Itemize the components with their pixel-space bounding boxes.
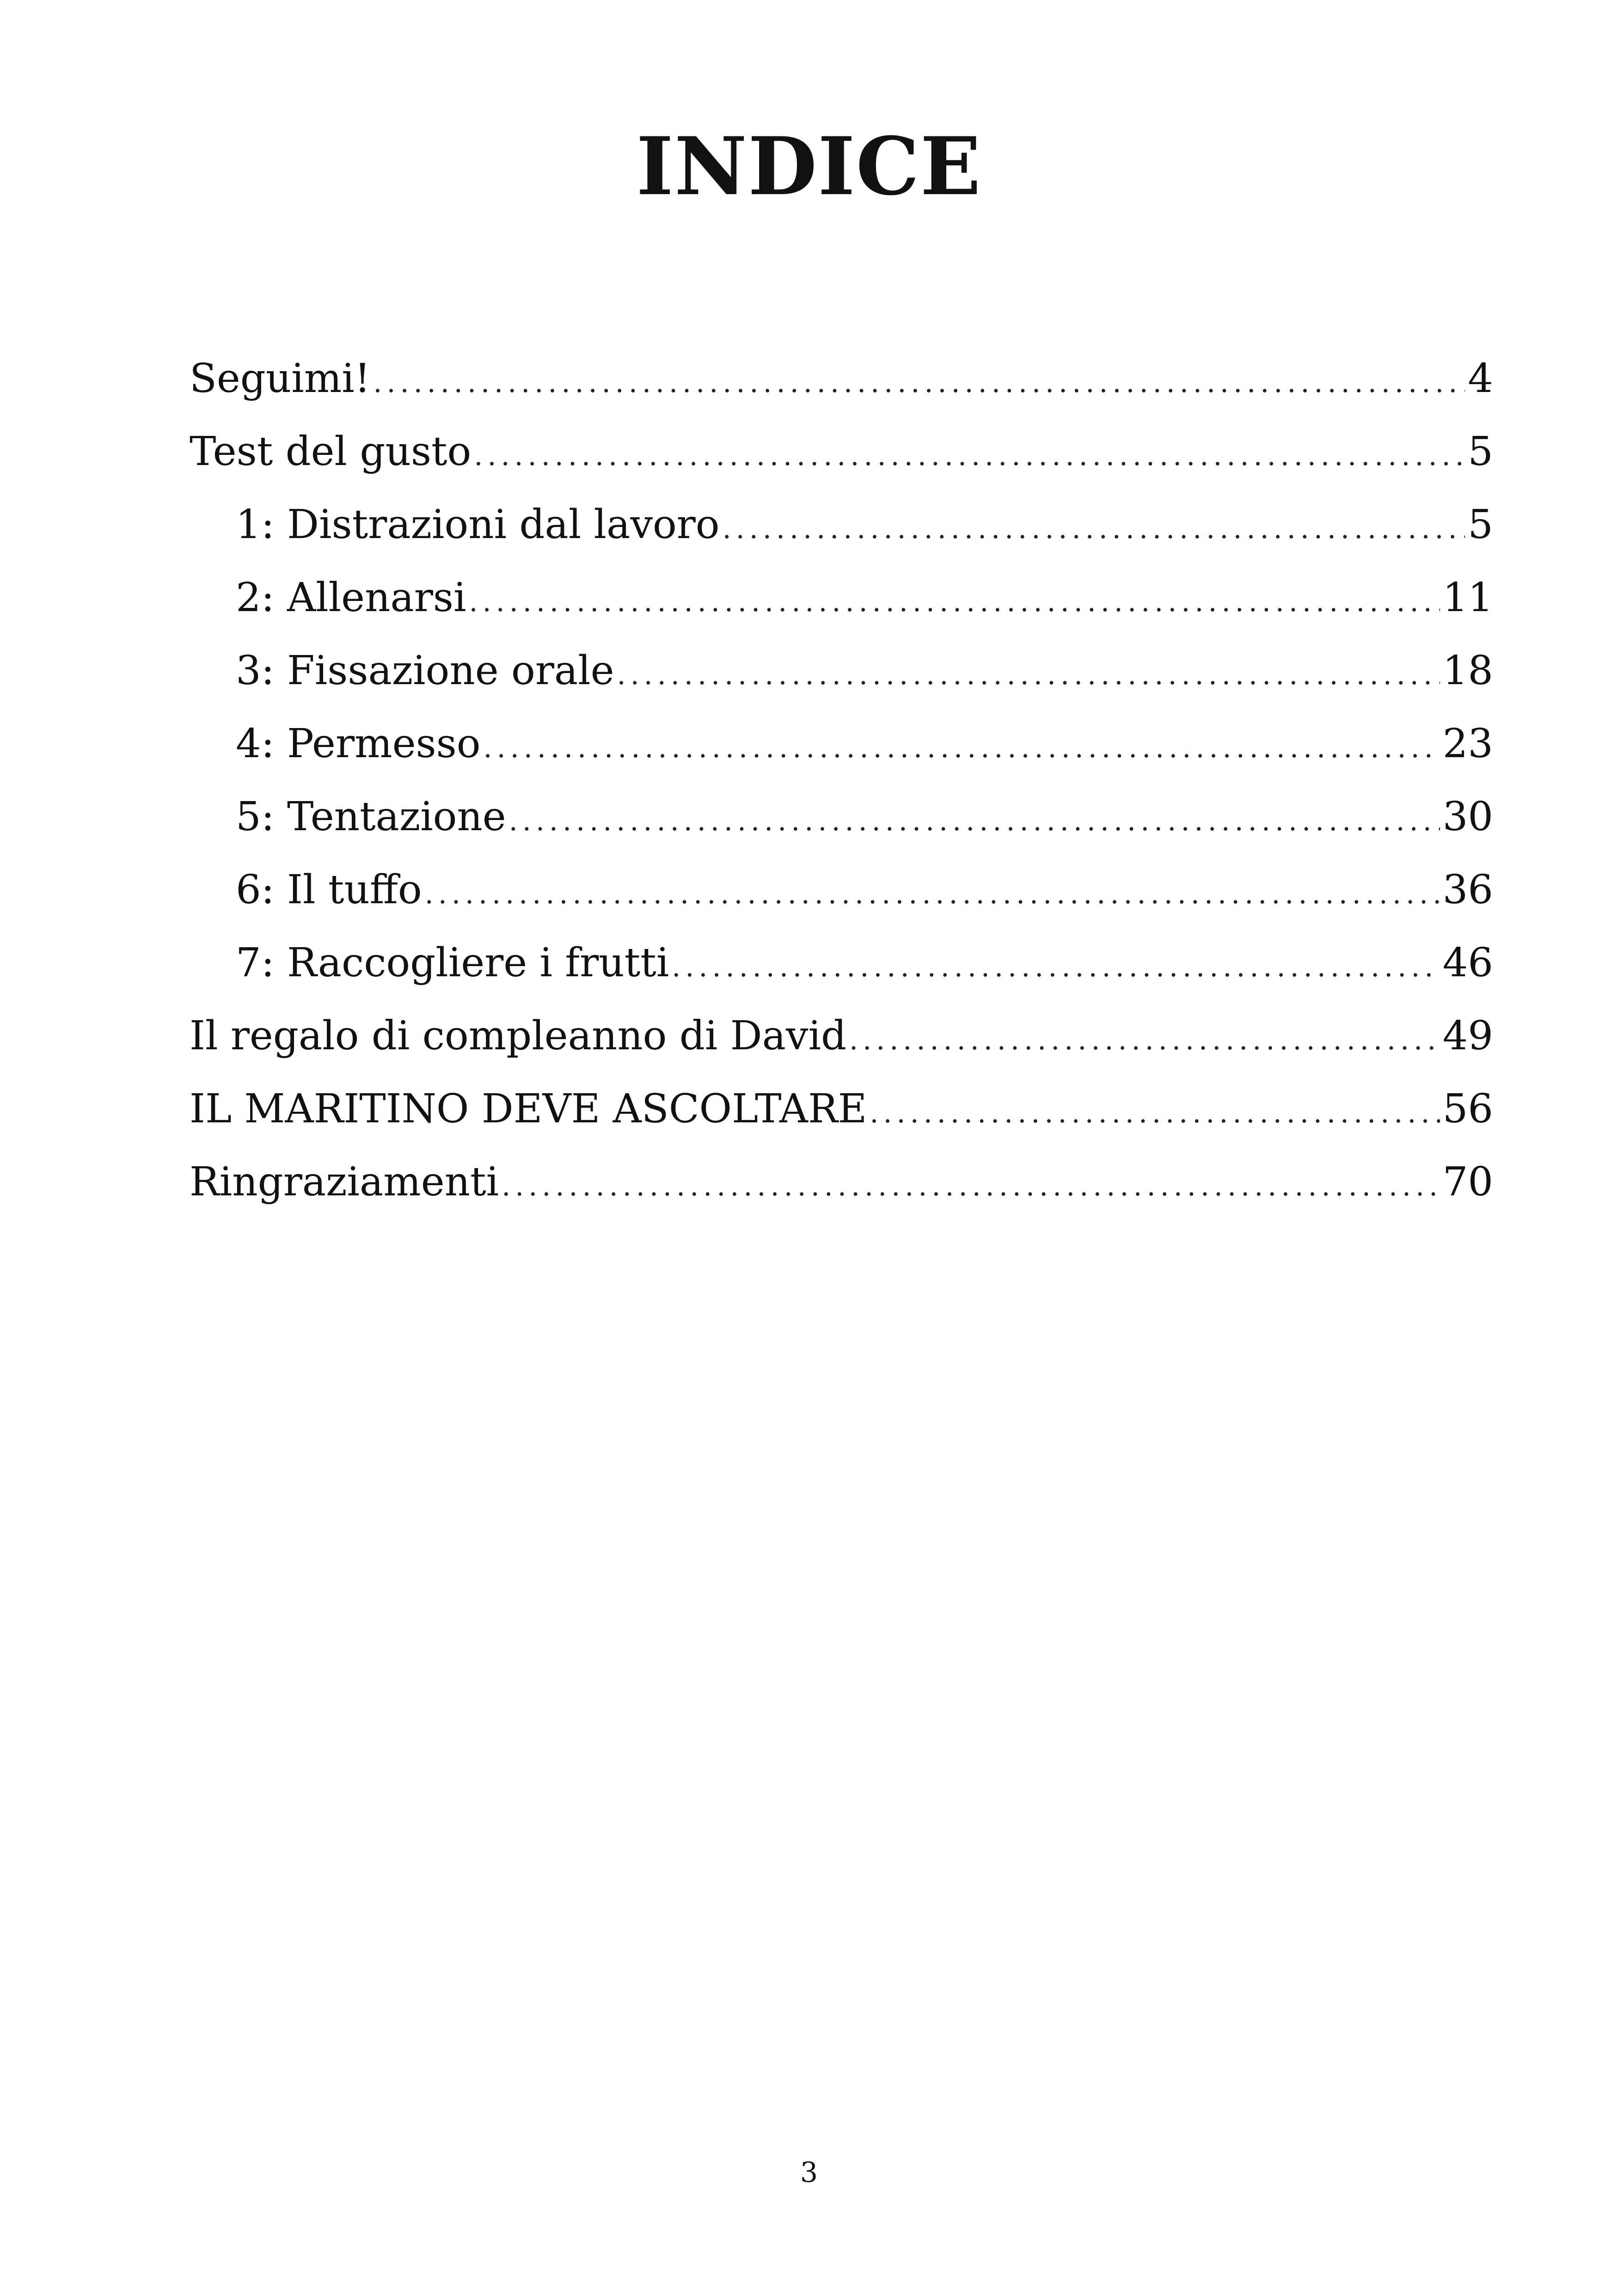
toc-entry-ringraziamenti[interactable] <box>190 1145 1493 1218</box>
toc-entry-page: 70 <box>1442 1159 1493 1205</box>
page-number: 3 <box>800 2156 818 2189</box>
toc-entry-permesso[interactable] <box>190 707 1493 780</box>
toc-entry-label: Il regalo di compleanno di David <box>190 1013 847 1059</box>
toc-entry-maritino-deve-ascoltare[interactable] <box>190 1072 1493 1145</box>
toc-entry-label: 3: Fissazione orale <box>236 648 614 694</box>
toc-entry-seguimi[interactable] <box>190 342 1493 415</box>
toc-leader-dots <box>509 784 1440 853</box>
toc-leader-dots <box>849 1004 1440 1072</box>
toc-entry-distrazioni-dal-lavoro[interactable] <box>190 488 1493 561</box>
toc-entry-label: 2: Allenarsi <box>236 575 466 621</box>
toc-entry-page: 49 <box>1442 1013 1493 1059</box>
table-of-contents <box>190 342 1493 1218</box>
toc-entry-label: Ringraziamenti <box>190 1159 499 1205</box>
toc-entry-label: 1: Distrazioni dal lavoro <box>236 502 720 548</box>
toc-entry-label: 4: Permesso <box>236 721 481 767</box>
toc-entry-label: Seguimi! <box>190 355 371 402</box>
toc-leader-dots <box>870 1077 1440 1145</box>
toc-entry-page: 36 <box>1442 867 1493 913</box>
toc-leader-dots <box>723 492 1465 561</box>
toc-leader-dots <box>617 638 1440 707</box>
toc-entry-test-del-gusto[interactable] <box>190 415 1493 488</box>
toc-leader-dots <box>672 931 1440 999</box>
toc-entry-label: IL MARITINO DEVE ASCOLTARE <box>190 1086 867 1132</box>
toc-leader-dots <box>502 1150 1440 1218</box>
toc-leader-dots <box>484 711 1440 780</box>
toc-entry-label: 5: Tentazione <box>236 794 506 840</box>
toc-entry-page: 56 <box>1442 1086 1493 1132</box>
toc-entry-page: 4 <box>1468 355 1493 402</box>
toc-entry-page: 5 <box>1468 502 1493 548</box>
toc-entry-label: 7: Raccogliere i frutti <box>236 940 669 986</box>
toc-leader-dots <box>373 346 1465 415</box>
toc-leader-dots <box>469 565 1440 634</box>
toc-entry-tentazione[interactable] <box>190 780 1493 853</box>
toc-entry-page: 11 <box>1442 575 1493 621</box>
toc-entry-label: Test del gusto <box>190 429 472 475</box>
toc-leader-dots <box>474 419 1465 488</box>
toc-entry-page: 30 <box>1442 794 1493 840</box>
toc-entry-page: 46 <box>1442 940 1493 986</box>
toc-entry-raccogliere-i-frutti[interactable] <box>190 926 1493 999</box>
toc-entry-allenarsi[interactable] <box>190 561 1493 634</box>
toc-entry-page: 5 <box>1468 429 1493 475</box>
toc-entry-regalo-di-compleanno[interactable] <box>190 999 1493 1072</box>
toc-entry-il-tuffo[interactable] <box>190 853 1493 926</box>
page-title: INDICE <box>636 119 982 213</box>
toc-entry-label: 6: Il tuffo <box>236 867 422 913</box>
toc-entry-page: 18 <box>1442 648 1493 694</box>
toc-entry-fissazione-orale[interactable] <box>190 634 1493 707</box>
toc-entry-page: 23 <box>1442 721 1493 767</box>
toc-leader-dots <box>425 857 1440 926</box>
